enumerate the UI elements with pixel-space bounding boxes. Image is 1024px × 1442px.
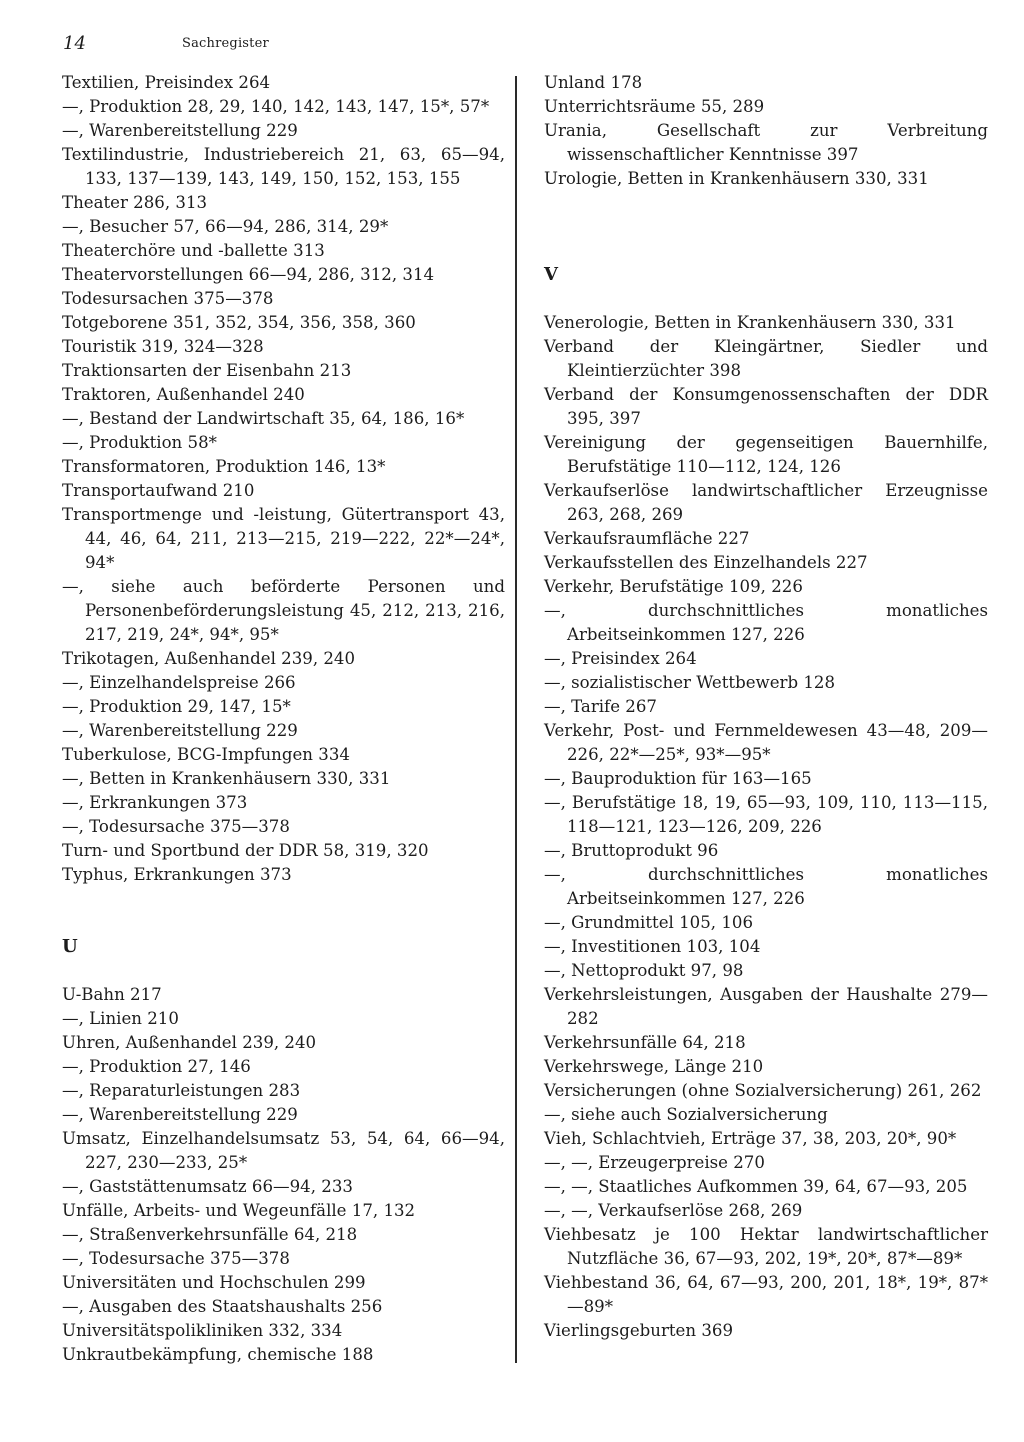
running-title: Sachregister xyxy=(182,36,269,51)
index-entry: Touristik 319, 324—328 xyxy=(62,337,264,356)
index-entry: —, Besucher 57, 66—94, 286, 314, 29* xyxy=(62,217,389,236)
index-entry: Transformatoren, Produktion 146, 13* xyxy=(62,457,386,476)
index-entry: Verkaufsstellen des Einzelhandels 227 xyxy=(544,553,868,572)
index-entry: Viehbestand 36, 64, 67—93, 200, 201, 18*, 19*, 87*—89* xyxy=(544,1273,988,1316)
index-entry: —, Linien 210 xyxy=(62,1009,179,1028)
index-entry: Verkehrsunfälle 64, 218 xyxy=(544,1033,746,1052)
index-entry: Vieh, Schlachtvieh, Erträge 37, 38, 203, 20*, 90* xyxy=(544,1129,957,1148)
index-entry: Traktionsarten der Eisenbahn 213 xyxy=(62,361,352,380)
column-divider xyxy=(515,76,517,1363)
index-entry: Unkrautbekämpfung, chemische 188 xyxy=(62,1345,374,1364)
index-entry: —, siehe auch Sozialversicherung xyxy=(544,1105,828,1124)
index-entry: Todesursachen 375—378 xyxy=(62,289,274,308)
index-entry: —, —, Verkaufserlöse 268, 269 xyxy=(544,1201,803,1220)
index-entry: Verkaufserlöse landwirtschaftlicher Erzeugnisse 263, 268, 269 xyxy=(544,481,988,524)
index-entry: Universitätspolikliniken 332, 334 xyxy=(62,1321,343,1340)
index-entry: Verkehrsleistungen, Ausgaben der Haushalte 279—282 xyxy=(544,985,988,1028)
index-entry: Versicherungen (ohne Sozialversicherung) 261, 262 xyxy=(544,1081,982,1100)
index-entry: —, Produktion 29, 147, 15* xyxy=(62,697,291,716)
index-entry: Urologie, Betten in Krankenhäusern 330, 331 xyxy=(544,169,929,188)
letter-heading-v: V xyxy=(544,264,558,285)
index-entry: Uhren, Außenhandel 239, 240 xyxy=(62,1033,317,1052)
index-group-v xyxy=(544,311,988,1343)
index-entry: Vierlingsgeburten 369 xyxy=(544,1321,733,1340)
index-entry: Textilindustrie, Industriebereich 21, 63, 65—94, 133, 137—139, 143, 149, 150, 152, 153, 155 xyxy=(62,145,505,188)
index-entry: Verband der Konsumgenossenschaften der DDR 395, 397 xyxy=(544,385,988,428)
letter-heading-u: U xyxy=(62,936,78,957)
index-group-u xyxy=(62,983,505,1367)
index-entry: Unfälle, Arbeits- und Wegeunfälle 17, 132 xyxy=(62,1201,416,1220)
index-entry: Theaterchöre und -ballette 313 xyxy=(62,241,325,260)
index-entry: Unland 178 xyxy=(544,73,643,92)
index-entry: —, Todesursache 375—378 xyxy=(62,817,290,836)
index-entry: Verkehr, Berufstätige 109, 226 xyxy=(544,577,803,596)
right-column xyxy=(544,71,988,1343)
index-entry: —, sozialistischer Wettbewerb 128 xyxy=(544,673,836,692)
index-entry: —, Bruttoprodukt 96 xyxy=(544,841,719,860)
index-entry: —, siehe auch beförderte Personen und Personenbeförderungsleistung 45, 212, 213, 216, 217, 219, 24*, 94*, 95* xyxy=(62,577,505,644)
index-entry: Totgeborene 351, 352, 354, 356, 358, 360 xyxy=(62,313,416,332)
index-entry: —, Produktion 27, 146 xyxy=(62,1057,251,1076)
index-entry: —, Preisindex 264 xyxy=(544,649,697,668)
index-entry: —, —, Staatliches Aufkommen 39, 64, 67—93, 205 xyxy=(544,1177,968,1196)
index-entry: Theater 286, 313 xyxy=(62,193,208,212)
left-column xyxy=(62,71,505,1367)
index-entry: —, Grundmittel 105, 106 xyxy=(544,913,754,932)
index-entry: Viehbesatz je 100 Hektar landwirtschaftlicher Nutzfläche 36, 67—93, 202, 19*, 20*, 87*—89* xyxy=(544,1225,988,1268)
index-entry: —, Tarife 267 xyxy=(544,697,657,716)
index-group-t xyxy=(62,71,505,887)
index-entry: —, Gaststättenumsatz 66—94, 233 xyxy=(62,1177,353,1196)
index-entry: Urania, Gesellschaft zur Verbreitung wissenschaftlicher Kenntnisse 397 xyxy=(544,121,988,164)
index-entry: —, Nettoprodukt 97, 98 xyxy=(544,961,744,980)
index-entry: —, Betten in Krankenhäusern 330, 331 xyxy=(62,769,391,788)
index-entry: Verkehrswege, Länge 210 xyxy=(544,1057,764,1076)
index-entry: —, Ausgaben des Staatshaushalts 256 xyxy=(62,1297,383,1316)
index-entry: —, Warenbereitstellung 229 xyxy=(62,1105,298,1124)
index-entry: Verband der Kleingärtner, Siedler und Kleintierzüchter 398 xyxy=(544,337,988,380)
index-entry: Transportaufwand 210 xyxy=(62,481,255,500)
index-entry: —, Straßenverkehrsunfälle 64, 218 xyxy=(62,1225,358,1244)
index-entry: Verkehr, Post- und Fernmeldewesen 43—48, 209—226, 22*—25*, 93*—95* xyxy=(544,721,988,764)
index-entry: Transportmenge und -leistung, Gütertransport 43, 44, 46, 64, 211, 213—215, 219—222, 22*—24*, 94* xyxy=(62,505,505,572)
index-entry: Vereinigung der gegenseitigen Bauernhilfe, Berufstätige 110—112, 124, 126 xyxy=(544,433,988,476)
index-entry: —, Warenbereitstellung 229 xyxy=(62,121,298,140)
index-entry: —, Warenbereitstellung 229 xyxy=(62,721,298,740)
index-entry: Venerologie, Betten in Krankenhäusern 330, 331 xyxy=(544,313,956,332)
index-entry: Trikotagen, Außenhandel 239, 240 xyxy=(62,649,356,668)
index-entry: Typhus, Erkrankungen 373 xyxy=(62,865,292,884)
index-entry: —, Bauproduktion für 163—165 xyxy=(544,769,812,788)
index-entry: —, Produktion 28, 29, 140, 142, 143, 147, 15*, 57* xyxy=(62,97,490,116)
index-entry: Turn- und Sportbund der DDR 58, 319, 320 xyxy=(62,841,429,860)
index-entry: —, Produktion 58* xyxy=(62,433,217,452)
index-entry: —, durchschnittliches monatliches Arbeitseinkommen 127, 226 xyxy=(544,865,988,908)
index-group-u-continued xyxy=(544,71,988,191)
index-entry: —, Reparaturleistungen 283 xyxy=(62,1081,301,1100)
index-entry: —, Berufstätige 18, 19, 65—93, 109, 110, 113—115, 118—121, 123—126, 209, 226 xyxy=(544,793,988,836)
index-entry: —, Investitionen 103, 104 xyxy=(544,937,761,956)
index-entry: Tuberkulose, BCG-Impfungen 334 xyxy=(62,745,350,764)
index-entry: Umsatz, Einzelhandelsumsatz 53, 54, 64, 66—94, 227, 230—233, 25* xyxy=(62,1129,505,1172)
index-entry: —, Bestand der Landwirtschaft 35, 64, 186, 16* xyxy=(62,409,465,428)
index-entry: —, durchschnittliches monatliches Arbeitseinkommen 127, 226 xyxy=(544,601,988,644)
page-number: 14 xyxy=(63,33,86,54)
index-entry: Theatervorstellungen 66—94, 286, 312, 314 xyxy=(62,265,435,284)
index-entry: —, —, Erzeugerpreise 270 xyxy=(544,1153,765,1172)
index-entry: Verkaufsraumfläche 227 xyxy=(544,529,750,548)
index-entry: Universitäten und Hochschulen 299 xyxy=(62,1273,366,1292)
index-entry: Traktoren, Außenhandel 240 xyxy=(62,385,305,404)
index-entry: —, Einzelhandelspreise 266 xyxy=(62,673,296,692)
index-entry: —, Erkrankungen 373 xyxy=(62,793,248,812)
index-entry: U-Bahn 217 xyxy=(62,985,162,1004)
index-entry: —, Todesursache 375—378 xyxy=(62,1249,290,1268)
index-entry: Unterrichtsräume 55, 289 xyxy=(544,97,765,116)
index-entry: Textilien, Preisindex 264 xyxy=(62,73,271,92)
